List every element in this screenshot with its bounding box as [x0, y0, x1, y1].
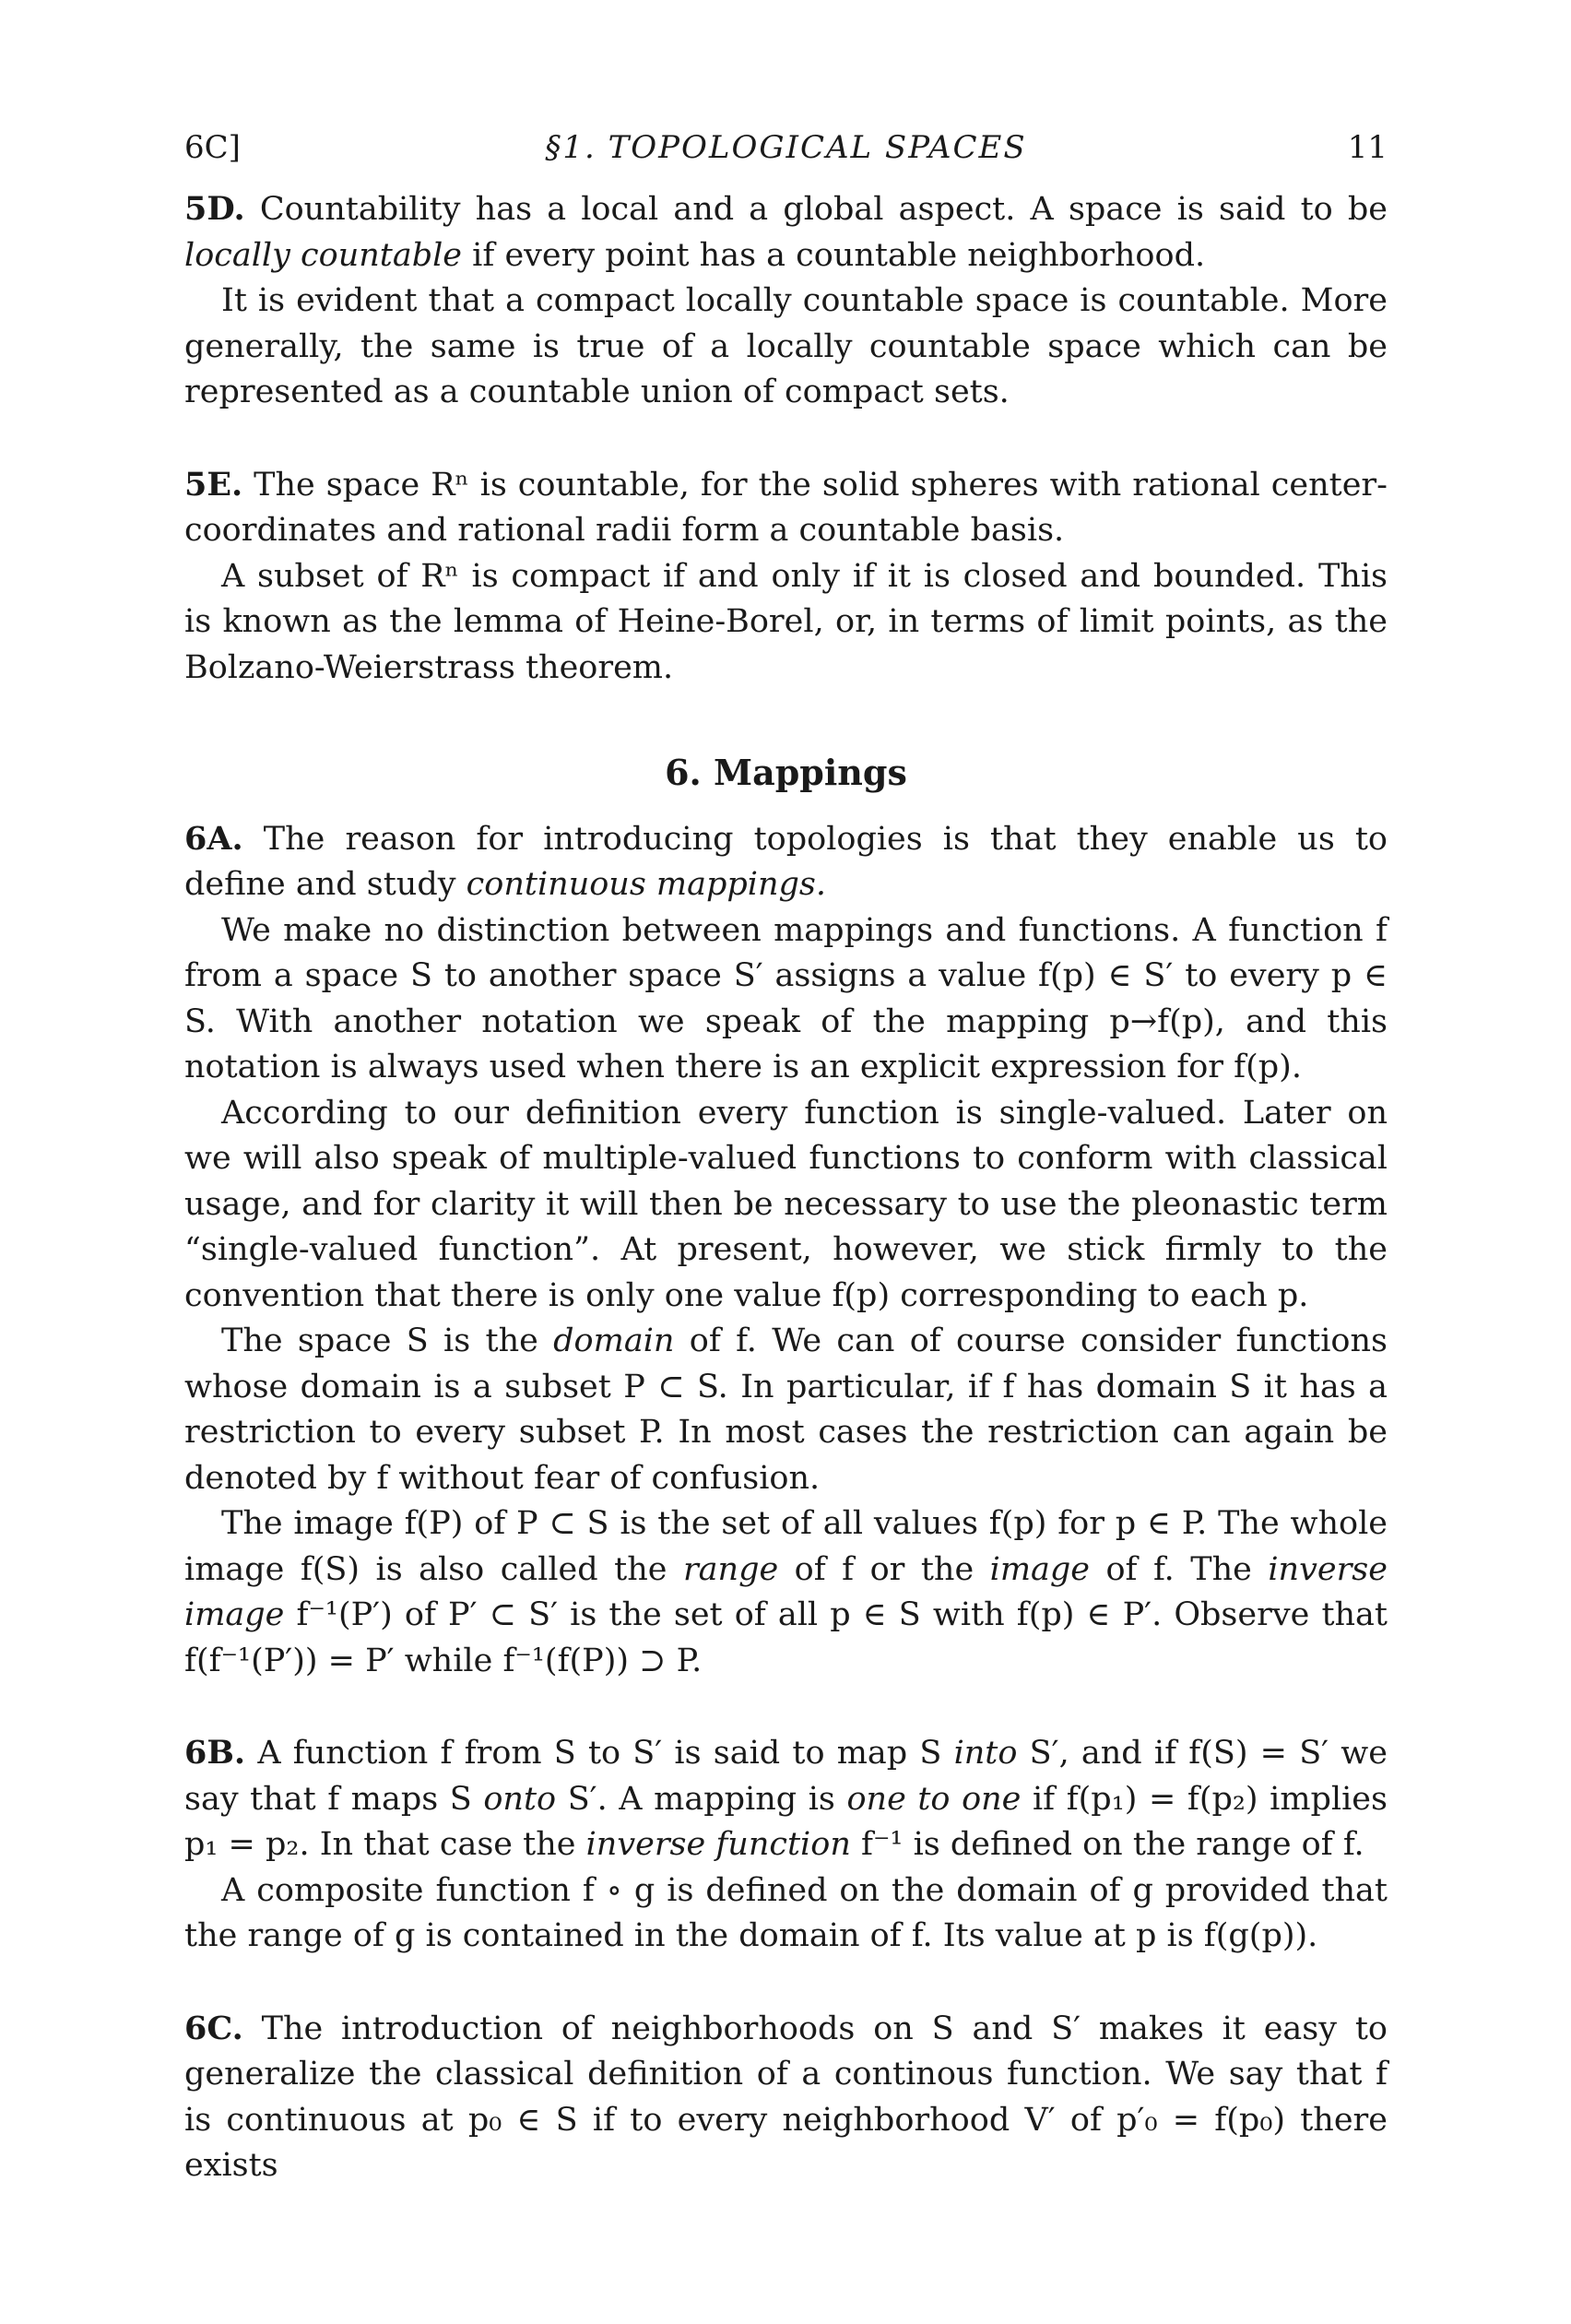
- label-5E: 5E.: [184, 465, 243, 504]
- label-6C: 6C.: [184, 2009, 243, 2047]
- paragraph-5D: 5D. Countability has a local and a global aspect. A space is said to be locally countable if every point has a countable neighborhood.: [184, 190, 1388, 274]
- running-header: [184, 129, 1388, 175]
- section-title: 6. Mappings: [665, 752, 907, 793]
- label-6B: 6B.: [184, 1734, 246, 1772]
- header-chapter-title: §1. TOPOLOGICAL SPACES: [545, 129, 1027, 166]
- term-domain: domain: [553, 1322, 675, 1359]
- term-locally-countable: locally countable: [184, 236, 463, 274]
- term-inverse-function: inverse function: [585, 1826, 851, 1863]
- paragraph-6A: 6A. The reason for introducing topologies is that they enable us to define and study continuous mappings.: [184, 819, 1388, 903]
- paragraph-6C: 6C. The introduction of neighborhoods on S and S′ makes it easy to generalize the classical definition of a continous function. We say that f is continuous at p₀ ∈ S if to every neighborhood V′ of p′₀ = f(p₀) there exists: [184, 2009, 1388, 2184]
- term-continuous-mappings: continuous mappings.: [466, 866, 827, 903]
- term-one-to-one: one to one: [846, 1780, 1022, 1818]
- header-section-ref: 6C]: [184, 129, 241, 166]
- term-inverse-image: inverse image: [184, 1550, 1388, 1633]
- page-number: 11: [1347, 129, 1388, 166]
- paragraph-6B-2: A composite function f ∘ g is defined on the domain of g provided that the range of g is contained in the domain of f. Its value at p is f(g(p)).: [184, 1871, 1388, 1954]
- term-image: image: [989, 1550, 1091, 1588]
- term-into: into: [953, 1735, 1018, 1772]
- paragraph-6A-3: According to our definition every function is single-valued. Later on we will also speak of multiple-valued functions to conform with classical usage, and for clarity it will then be necessary to use the pleonastic term “single-valued function”. At present, however, we stick firmly to the convention that there is only one value f(p) corresponding to each p.: [184, 1094, 1388, 1314]
- label-6A: 6A.: [184, 819, 243, 858]
- paragraph-5D-2: It is evident that a compact locally countable space is countable. More generally, the same is true of a locally countable space which can be represented as a countable union of compact sets.: [184, 282, 1388, 410]
- paragraph-6A-5: The image f(P) of P ⊂ S is the set of all values f(p) for p ∈ P. The whole image f(S) is also called the range of f or the image of f. The inverse image f⁻¹(P′) of P′ ⊂ S′ is the set of all p ∈ S with f(p) ∈ P′. Observe that f(f⁻¹(P′)) = P′ while f⁻¹(f(P)) ⊃ P.: [184, 1505, 1388, 1679]
- term-onto: onto: [483, 1780, 557, 1818]
- term-range: range: [682, 1550, 779, 1588]
- paragraph-6B: 6B. A function f from S to S′ is said to map S into S′, and if f(S) = S′ we say that f maps S onto S′. A mapping is one to one if f(p₁) = f(p₂) implies p₁ = p₂. In that case the inverse function f⁻¹ is defined on the range of f.: [184, 1734, 1388, 1863]
- paragraph-6A-4: The space S is the domain of f. We can of course consider functions whose domain is a subset P ⊂ S. In particular, if f has domain S it has a restriction to every subset P. In most cases the restriction can again be denoted by f without fear of confusion.: [184, 1322, 1388, 1497]
- paragraph-6A-2: We make no distinction between mappings and functions. A function f from a space S to another space S′ assigns a value f(p) ∈ S′ to every p ∈ S. With another notation we speak of the mapping p→f(p), and this notation is always used when there is an explicit expression for f(p).: [184, 911, 1388, 1085]
- paragraph-5E: 5E. The space Rⁿ is countable, for the solid spheres with rational center-coordinates and rational radii form a countable basis.: [184, 465, 1388, 549]
- label-5D: 5D.: [184, 190, 245, 228]
- paragraph-5E-2: A subset of Rⁿ is compact if and only if it is closed and bounded. This is known as the lemma of Heine-Borel, or, in terms of limit points, as the Bolzano-Weierstrass theorem.: [184, 557, 1388, 686]
- page-body: [184, 186, 1388, 2189]
